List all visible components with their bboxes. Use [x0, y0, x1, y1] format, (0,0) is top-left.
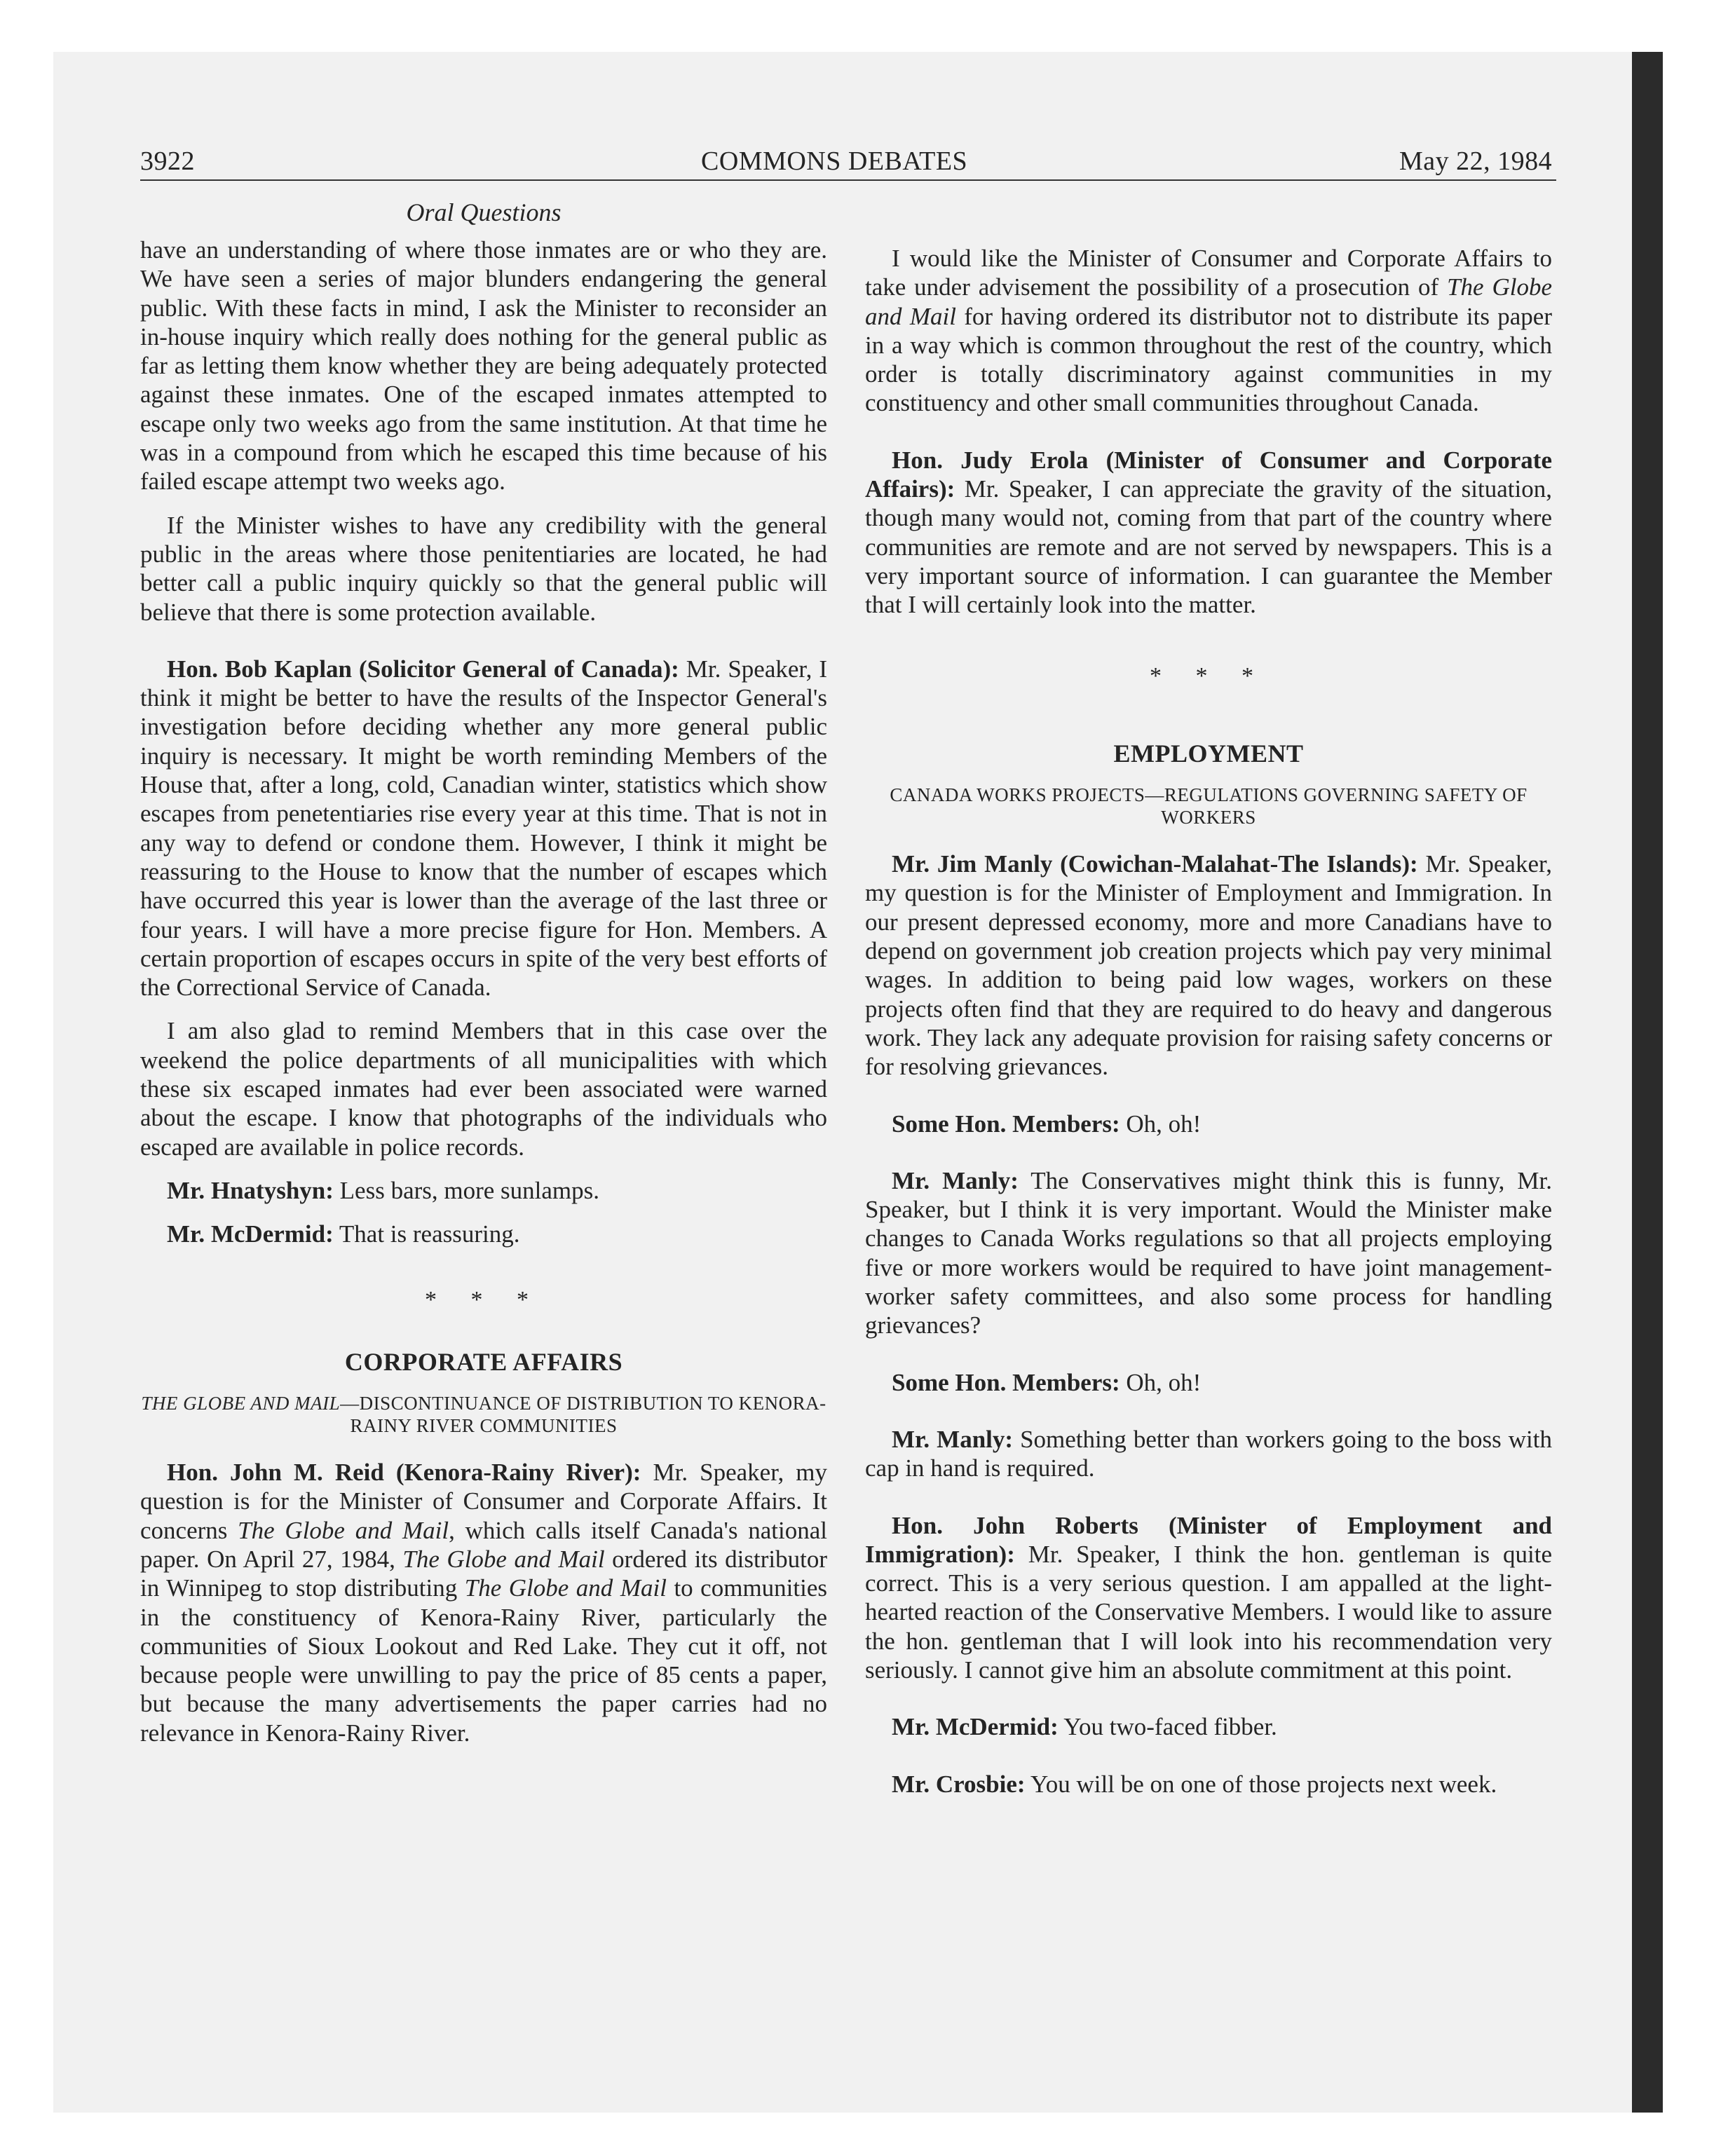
speech-mcdermid: Mr. McDermid: That is reassuring.: [167, 1220, 520, 1248]
page-date: May 22, 1984: [1399, 146, 1553, 176]
scan-edge: [1632, 52, 1663, 2113]
speaker-name: Hon. Judy Erola (Minister of Consumer and Corporate Affairs):: [865, 446, 1552, 503]
paragraph: I would like the Minister of Consumer and Corporate Affairs to take under advisement the possibility of a prosecution of The Globe and Mail for having ordered its distributor not to distribute its paper in a way which is common throughout the rest of the country, which order is totally discriminatory against communities in my constituency and other small communities throughout Canada.: [865, 245, 1552, 417]
speech-manly: Mr. Manly: The Conservatives might think this is funny, Mr. Speaker, but I think it is very important. Would the Minister make changes to Canada Works regulations so that all projects employing five or more workers would be required to have joint management-worker safety committees, and also some process for handling grievances?: [865, 1166, 1552, 1339]
paragraph: If the Minister wishes to have any credibility with the general public in the areas where those penitentiaries are located, he had better call a public inquiry quickly so that the general public will believe that there is some protection available.: [140, 511, 827, 626]
speech-crosbie: Mr. Crosbie: You will be on one of those projects next week.: [892, 1770, 1497, 1798]
section-divider: * * *: [1150, 662, 1267, 689]
left-column: [140, 236, 827, 1762]
speaker-name: Mr. Manly:: [892, 1166, 1019, 1194]
speaker-name: Mr. McDermid:: [892, 1713, 1059, 1741]
speech-hnatyshyn: Mr. Hnatyshyn: Less bars, more sunlamps.: [167, 1176, 600, 1204]
running-subtitle: Oral Questions: [406, 198, 562, 226]
speech-erola: Hon. Judy Erola (Minister of Consumer and Corporate Affairs): Mr. Speaker, I can appreciate the gravity of the situation, though many would not, coming from that part of the country where communities are remote and are not served by newspapers. This is a very important source of information. I can guarantee the Member that I will certainly look into the matter.: [865, 446, 1552, 619]
speaker-name: Mr. Manly:: [892, 1425, 1014, 1453]
speech-kaplan: Hon. Bob Kaplan (Solicitor General of Canada): Mr. Speaker, I think it might be better to have the results of the Inspector General's investigation before deciding whether any more general public inquiry is necessary. It might be worth reminding Members of the House that, after a long, cold, Canadian winter, statistics which show escapes from penetentiaries rise every year at this time. That is not in any way to defend or condone them. However, I think it might be reassuring to the House to know that the number of escapes which have occurred this year is lower than the average of the last three or four years. I will have a more precise figure for Hon. Members. A certain proportion of escapes occurs in spite of the very best efforts of the Correctional Service of Canada.: [140, 655, 827, 1002]
speech-manly: Mr. Manly: Something better than workers going to the boss with cap in hand is required.: [865, 1425, 1552, 1482]
speaker-name: Mr. McDermid:: [167, 1220, 334, 1248]
page-title: COMMONS DEBATES: [701, 146, 968, 176]
speaker-name: Hon. Bob Kaplan (Solicitor General of Canada):: [167, 655, 679, 683]
paragraph: have an understanding of where those inmates are or who they are. We have seen a series of major blunders endangering the general public. With these facts in mind, I ask the Minister to reconsider an in-house inquiry which really does nothing for the general public as far as letting them know whether they are being adequately protected against these inmates. One of the escaped inmates attempted to escape only two weeks ago from the same institution. At that time he was in a compound from which he escaped this time because of his failed escape attempt two weeks ago.: [140, 236, 827, 496]
speaker-name: Hon. John M. Reid (Kenora-Rainy River):: [167, 1459, 641, 1487]
subsection-heading: CANADA WORKS PROJECTS—REGULATIONS GOVERNING SAFETY OF WORKERS: [890, 784, 1528, 828]
speech-some-members: Some Hon. Members: Oh, oh!: [892, 1368, 1202, 1396]
subsection-heading: THE GLOBE AND MAIL—DISCONTINUANCE OF DISTRIBUTION TO KENORA-RAINY RIVER COMMUNITIES: [141, 1393, 826, 1437]
paragraph: I am also glad to remind Members that in this case over the weekend the police departments of all municipalities with which these six escaped inmates had ever been associated were warned about the escape. I know that photographs of the individuals who escaped are available in police records.: [140, 1017, 827, 1161]
speech-reid: Hon. John M. Reid (Kenora-Rainy River): Mr. Speaker, my question is for the Minister of Consumer and Corporate Affairs. It concerns The Globe and Mail, which calls itself Canada's national paper. On April 27, 1984, The Globe and Mail ordered its distributor in Winnipeg to stop distributing The Globe and Mail to communities in the constituency of Kenora-Rainy River, particularly the communities of Sioux Lookout and Red Lake. They cut it off, not because people were unwilling to pay the price of 85 cents a paper, but because the many advertisements the paper carries had no relevance in Kenora-Rainy River.: [140, 1459, 827, 1747]
section-heading: CORPORATE AFFAIRS: [344, 1347, 623, 1376]
speaker-name: Some Hon. Members:: [892, 1368, 1120, 1396]
speaker-name: Hon. John Roberts (Minister of Employment and Immigration):: [865, 1511, 1552, 1568]
speech-mcdermid: Mr. McDermid: You two-faced fibber.: [892, 1713, 1277, 1741]
speaker-name: Mr. Hnatyshyn:: [167, 1176, 334, 1204]
page-number: 3922: [140, 146, 195, 176]
section-heading: EMPLOYMENT: [1113, 739, 1304, 767]
speaker-name: Mr. Jim Manly (Cowichan-Malahat-The Islands):: [892, 850, 1418, 878]
section-divider: * * *: [425, 1286, 543, 1313]
speaker-name: Some Hon. Members:: [892, 1110, 1120, 1138]
speech-some-members: Some Hon. Members: Oh, oh!: [892, 1110, 1202, 1138]
speech-roberts: Hon. John Roberts (Minister of Employment and Immigration): Mr. Speaker, I think the hon. gentleman is quite correct. This is a very serious question. I am appalled at the light-hearted reaction of the Conservative Members. I would like to assure the hon. gentleman that I will look into his recommendation very seriously. I cannot give him an absolute commitment at this point.: [865, 1511, 1552, 1684]
speech-manly: Mr. Jim Manly (Cowichan-Malahat-The Islands): Mr. Speaker, my question is for the Minister of Employment and Immigration. In our present depressed economy, more and more Canadians have to depend on government job creation projects which pay very minimal wages. In addition to being paid low wages, workers on these projects often find that they are required to do heavy and dangerous work. They lack any adequate provision for raising safety concerns or for resolving grievances.: [865, 850, 1553, 1081]
header-rule: [140, 179, 1556, 181]
right-column: [865, 244, 1552, 1813]
speaker-name: Mr. Crosbie:: [892, 1770, 1026, 1798]
